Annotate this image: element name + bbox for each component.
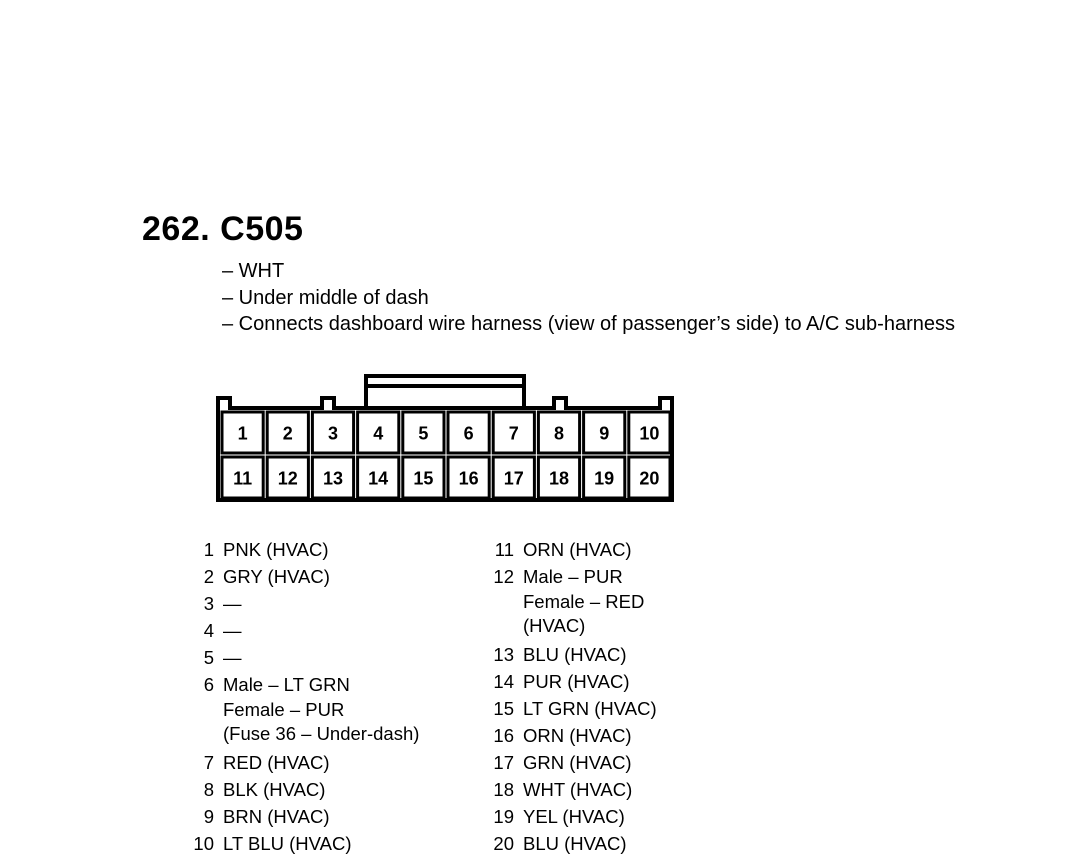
pin-number: 15 [493,697,514,719]
pin-description-line: — [223,620,242,641]
pin-number: 12 [493,566,514,587]
pin-entry-4 [182,617,419,644]
pin-number: 10 [193,832,214,854]
pin-cell-label-16: 16 [458,468,479,489]
pin-entry-3 [182,590,419,617]
pin-cell-label-5: 5 [418,423,429,444]
pin-list-right [482,536,657,857]
pin-number: 9 [203,805,214,827]
pin-description [523,749,632,776]
pin-entry-9 [182,803,419,830]
pin-description [523,536,632,563]
pin-entry-18 [482,776,657,803]
pin-number: 20 [493,832,514,854]
pin-cell-label-19: 19 [594,468,615,489]
pin-entry-19 [482,803,657,830]
connector-id: C505 [220,210,304,248]
pin-description-line: RED (HVAC) [223,751,330,773]
pin-number: 19 [493,805,514,827]
pin-description-line: PUR (HVAC) [523,670,630,692]
pin-cell-label-12: 12 [277,468,298,489]
pin-description [523,830,626,857]
pin-description [223,671,419,749]
detail-location: – Under middle of dash [222,286,429,309]
pin-description-line: (HVAC) [523,614,586,636]
pin-description [223,803,330,830]
pin-cell-label-14: 14 [368,468,389,489]
pin-number: 8 [203,778,214,800]
pin-entry-5 [182,644,419,671]
pin-number: 16 [493,724,514,746]
pin-entry-16 [482,722,657,749]
pin-description-line: BRN (HVAC) [223,805,330,827]
pin-cell-label-15: 15 [413,468,434,489]
pin-number: 1 [203,539,214,560]
pin-description [223,563,330,590]
pin-description [523,803,625,830]
pin-entry-1 [182,536,419,563]
pin-number: 14 [493,670,514,692]
pin-number: 2 [203,566,214,587]
pin-description-line: LT BLU (HVAC) [223,832,352,854]
pin-description-line: — [223,593,242,614]
pin-number: 7 [203,751,214,773]
pin-cell-label-17: 17 [503,468,524,489]
pin-entry-12 [482,563,657,641]
pin-description [523,722,632,749]
detail-color: – WHT [222,260,285,282]
connector-number: 262. [142,210,211,248]
pin-entry-7 [182,749,419,776]
pin-cell-label-7: 7 [508,423,519,444]
pin-description [223,749,330,776]
pin-entry-2 [182,563,419,590]
pin-description-line: Female – PUR [223,699,345,720]
pin-entry-8 [182,776,419,803]
pin-description [223,644,242,671]
pin-description-line: LT GRN (HVAC) [523,697,657,719]
pin-entry-15 [482,695,657,722]
pin-description-line: YEL (HVAC) [523,805,625,827]
pin-description [523,563,644,641]
pin-description-line: (Fuse 36 – Under-dash) [223,722,420,744]
pin-cell-label-3: 3 [327,423,339,444]
pin-number: 5 [203,647,214,668]
pin-number: 11 [494,539,514,560]
connector-title [142,210,303,249]
pin-cell-label-10: 10 [639,423,660,444]
pin-cells [222,412,670,498]
pin-cell-label-8: 8 [553,423,565,444]
pin-cell-label-20: 20 [639,468,660,489]
pin-description [223,590,242,617]
pin-entry-14 [482,668,657,695]
pin-entry-17 [482,749,657,776]
pin-number: 3 [203,593,214,614]
pin-list-left [182,536,419,857]
pin-description-line: GRY (HVAC) [223,566,330,587]
pin-description [523,641,626,668]
pin-cell-label-6: 6 [463,423,474,444]
pin-cell-label-4: 4 [373,423,384,444]
pin-entry-13 [482,641,657,668]
pin-entry-10 [182,830,419,857]
pin-entry-6 [182,671,419,749]
pin-description-line: GRN (HVAC) [523,751,632,773]
pin-cell-label-18: 18 [548,468,570,489]
pin-description [523,695,657,722]
pin-cell-label-11: 11 [233,468,253,489]
detail-connection: – Connects dashboard wire harness (view of passenger’s side) to A/C sub-harness [222,313,955,335]
pin-cell-label-9: 9 [599,423,610,444]
pin-number: 17 [493,751,514,773]
pin-description-line: Male – PUR [523,566,623,587]
pin-number: 13 [493,643,514,665]
pin-number: 18 [493,778,514,800]
pin-entry-20 [482,830,657,857]
pin-description-line: ORN (HVAC) [523,539,632,560]
pin-description [223,617,242,644]
connector-face-diagram [210,368,680,508]
pin-description [223,830,352,857]
pin-description-line: BLU (HVAC) [523,643,627,665]
pin-cell-label-1: 1 [237,423,248,444]
pin-description-line: BLK (HVAC) [223,778,326,800]
pin-description-line: — [223,647,242,668]
connector-details [222,258,955,338]
pin-cell-label-13: 13 [322,468,344,489]
pin-description-line: PNK (HVAC) [223,539,329,560]
pin-description-line: Female – RED [523,591,645,612]
pin-description [223,536,329,563]
pin-number: 4 [203,620,214,641]
pin-description [523,776,632,803]
pin-description-line: BLU (HVAC) [523,832,627,854]
pin-description-line: WHT (HVAC) [523,778,633,800]
pin-description-line: Male – LT GRN [223,674,350,695]
pin-description-line: ORN (HVAC) [523,724,632,746]
pin-cell-label-2: 2 [282,423,293,444]
pin-description [223,776,325,803]
pin-entry-11 [482,536,657,563]
connector-key [366,376,524,408]
pin-number: 6 [203,674,214,695]
pin-description [523,668,630,695]
